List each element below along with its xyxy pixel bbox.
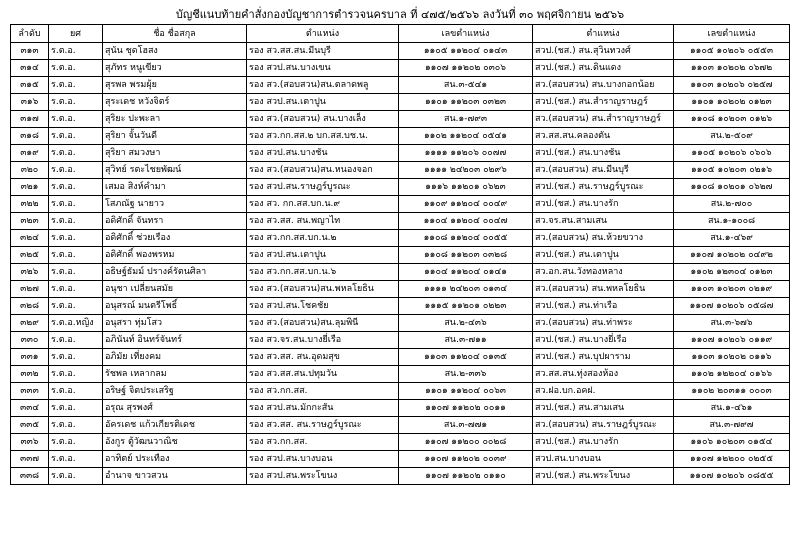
cell-order: ๓๒๒ <box>11 196 49 213</box>
table-row <box>11 383 790 400</box>
cell-new-position: สว.ฝอ.บก.อคฝ. <box>533 383 674 400</box>
table-row <box>11 162 790 179</box>
cell-new-position-number: สน.๑-๔๖๙ <box>674 230 790 247</box>
cell-current-position-number: ๑๑๐๓ ๑๑๒๐๔ ๐๑๓๕ <box>399 349 533 366</box>
cell-new-position: สว.(สอบสวน) สน.มีนบุรี <box>533 162 674 179</box>
cell-rank: ร.ต.อ. <box>49 349 103 366</box>
cell-new-position-number: ๑๑๐๗ ๑๐๒๐๒ ๐๔๙๒ <box>674 247 790 264</box>
table-row <box>11 400 790 417</box>
cell-order: ๓๒๕ <box>11 247 49 264</box>
cell-current-position: รอง สว. กก.สส.บก.น.๙ <box>247 196 399 213</box>
cell-rank: ร.ต.อ. <box>49 366 103 383</box>
cell-new-position-number: ๑๑๐๑ ๑๐๒๐๒ ๐๑๒๓ <box>674 94 790 111</box>
cell-order: ๓๒๘ <box>11 298 49 315</box>
header-current-position-number: เลขตำแหน่ง <box>399 25 533 43</box>
table-row <box>11 417 790 434</box>
cell-name: สุริยา สมวงษา <box>103 145 247 162</box>
cell-new-position: สว.(สอบสวน) สน.ท่าพระ <box>533 315 674 332</box>
cell-order: ๓๒๐ <box>11 162 49 179</box>
cell-order: ๓๑๖ <box>11 94 49 111</box>
cell-current-position-number: ๑๑๐๗ ๑๑๒๐๐ ๐๐๒๘ <box>399 434 533 451</box>
cell-order: ๓๑๗ <box>11 111 49 128</box>
cell-name: อัครเดช แก้วเกียรติเดช <box>103 417 247 434</box>
cell-order: ๓๑๙ <box>11 145 49 162</box>
cell-order: ๓๑๓ <box>11 43 49 60</box>
cell-name: สุริยะ ปะพะลา <box>103 111 247 128</box>
cell-new-position-number: ๑๑๐๕ ๑๐๒๐๖ ๐๕๕๓ <box>674 43 790 60</box>
cell-rank: ร.ต.อ. <box>49 111 103 128</box>
cell-current-position-number: สน.๓-๗๗๑ <box>399 417 533 434</box>
cell-rank: ร.ต.อ. <box>49 434 103 451</box>
cell-new-position: สวป.(ชส.) สน.บางชัน <box>533 145 674 162</box>
cell-new-position-number: สน.๑-๑๐๐๘ <box>674 213 790 230</box>
cell-rank: ร.ต.อ. <box>49 298 103 315</box>
cell-current-position: รอง สว.สส. สน.พญาไท <box>247 213 399 230</box>
header-current-position: ตำแหน่ง <box>247 25 399 43</box>
cell-name: อนุสรณ์ มนตรีโพธิ์ <box>103 298 247 315</box>
cell-current-position: รอง สว.กก.สส.บก.น.๖ <box>247 264 399 281</box>
cell-current-position-number: ๑๑๐๗ ๑๑๒๐๒ ๐๑๑๐ <box>399 468 533 485</box>
table-header-row <box>11 25 790 43</box>
table-row <box>11 111 790 128</box>
table-row <box>11 247 790 264</box>
table-row <box>11 128 790 145</box>
cell-new-position-number: ๑๑๐๗ ๑๒๒๐๐ ๐๒๕๕ <box>674 451 790 468</box>
cell-new-position-number: ๑๑๐๖ ๑๐๒๐๓ ๐๑๕๔ <box>674 434 790 451</box>
table-row <box>11 281 790 298</box>
cell-new-position: สว.สส.สน.ทุ่งสองห้อง <box>533 366 674 383</box>
cell-current-position: รอง สวป.สน.บางเขน <box>247 60 399 77</box>
table-row <box>11 468 790 485</box>
cell-order: ๓๒๔ <box>11 230 49 247</box>
cell-current-position-number: ๑๑๐๙ ๑๑๒๐๔ ๐๐๔๙ <box>399 196 533 213</box>
cell-new-position: สวป.(ชส.) สน.บางรัก <box>533 434 674 451</box>
cell-current-position-number: สน.๒-๔๓๖ <box>399 315 533 332</box>
cell-new-position-number: สน.๓-๗๙๗ <box>674 417 790 434</box>
header-new-position-number: เลขตำแหน่ง <box>674 25 790 43</box>
cell-current-position-number: ๑๑๐๘ ๑๑๒๐๔ ๐๐๕๕ <box>399 230 533 247</box>
header-new-position: ตำแหน่ง <box>533 25 674 43</box>
cell-new-position: สว.(สอบสวน) สน.บางกอกน้อย <box>533 77 674 94</box>
cell-current-position: รอง สว.(สอบสวน)สน.พหลโยธิน <box>247 281 399 298</box>
cell-new-position: สวป.(ชส.) สน.สุวินทวงศ์ <box>533 43 674 60</box>
cell-rank: ร.ต.อ. <box>49 179 103 196</box>
cell-current-position-number: ๑๑๑๑ ๒๔๒๐๓ ๐๒๙๖ <box>399 162 533 179</box>
table-row <box>11 213 790 230</box>
cell-new-position: สวป.(ชส.) สน.พระโขนง <box>533 468 674 485</box>
cell-rank: ร.ต.อ. <box>49 196 103 213</box>
cell-new-position-number: ๑๑๐๘ ๑๐๒๐๓ ๐๑๒๖ <box>674 111 790 128</box>
cell-new-position: สว.จร.สน.สามเสน <box>533 213 674 230</box>
cell-name: สุนัน ชุดโฮสง <box>103 43 247 60</box>
cell-name: สุระเดช หวังจิตร์ <box>103 94 247 111</box>
cell-rank: ร.ต.อ.หญิง <box>49 315 103 332</box>
cell-rank: ร.ต.อ. <box>49 128 103 145</box>
cell-rank: ร.ต.อ. <box>49 332 103 349</box>
cell-current-position: รอง สว.กก.สส.บก.น.๒ <box>247 230 399 247</box>
cell-current-position-number: ๑๑๐๕ ๑๑๒๐๔ ๐๑๔๓ <box>399 43 533 60</box>
cell-current-position: รอง สวป.สน.มักกะสัน <box>247 400 399 417</box>
cell-new-position: สวป.(ชส.) สน.สำราญราษฎร์ <box>533 94 674 111</box>
cell-current-position: รอง สว.สส. สน.ราษฎร์บูรณะ <box>247 417 399 434</box>
cell-current-position: รอง สวป.สน.เตาปูน <box>247 247 399 264</box>
table-row <box>11 94 790 111</box>
cell-new-position: สวป.สน.บางบอน <box>533 451 674 468</box>
cell-new-position-number: ๑๑๐๘ ๑๐๒๐๑ ๐๖๒๗ <box>674 179 790 196</box>
cell-new-position-number: ๑๑๐๕ ๑๐๒๐๖ ๐๖๐๖ <box>674 145 790 162</box>
cell-new-position-number: สน.๒-๗๐๐ <box>674 196 790 213</box>
cell-order: ๓๓๕ <box>11 417 49 434</box>
cell-current-position: รอง สวป.สน.ราษฎร์บูรณะ <box>247 179 399 196</box>
cell-new-position: สวป.(ชส.) สน.บุปผาราม <box>533 349 674 366</box>
cell-current-position-number: สน.๓-๕๔๑ <box>399 77 533 94</box>
table-body <box>11 43 790 485</box>
cell-new-position-number: ๑๑๐๗ ๑๐๒๐๖ ๐๕๘๗ <box>674 298 790 315</box>
cell-current-position: รอง สว.กก.สส. <box>247 383 399 400</box>
cell-name: สุรพล พรมผุ้ย <box>103 77 247 94</box>
cell-rank: ร.ต.อ. <box>49 43 103 60</box>
table-row <box>11 179 790 196</box>
cell-name: อำนาจ ขาวสวน <box>103 468 247 485</box>
cell-rank: ร.ต.อ. <box>49 162 103 179</box>
cell-name: อดิศักดิ์ พองพรหม <box>103 247 247 264</box>
cell-name: สุวิทย์ รตะไชยพัฒน์ <box>103 162 247 179</box>
cell-new-position: สวป.(ชส.) สน.เตาปูน <box>533 247 674 264</box>
cell-name: อังกูร ตู้วัฒนวาณิช <box>103 434 247 451</box>
cell-order: ๓๑๘ <box>11 128 49 145</box>
cell-name: อดิศักดิ์ จันทรา <box>103 213 247 230</box>
table-row <box>11 451 790 468</box>
cell-new-position-number: สน.๑-๔๖๑ <box>674 400 790 417</box>
cell-new-position: สว.(สอบสวน) สน.ราษฎร์บูรณะ <box>533 417 674 434</box>
cell-current-position-number: ๑๑๑๑ ๒๔๒๐๓ ๐๑๓๔ <box>399 281 533 298</box>
cell-new-position: สวป.(ชส.) สน.ท่าเรือ <box>533 298 674 315</box>
cell-current-position-number: ๑๑๑๑ ๑๑๒๐๖ ๐๐๗๗ <box>399 145 533 162</box>
cell-rank: ร.ต.อ. <box>49 281 103 298</box>
cell-current-position-number: ๑๑๐๑ ๑๑๒๐๓ ๐๓๒๓ <box>399 94 533 111</box>
cell-new-position-number: ๑๑๐๕ ๑๐๒๐๓ ๐๒๑๖ <box>674 162 790 179</box>
header-name: ชื่อ ชื่อสกุล <box>103 25 247 43</box>
cell-order: ๓๓๗ <box>11 451 49 468</box>
cell-new-position: สวป.(ชส.) สน.ราษฎร์บูรณะ <box>533 179 674 196</box>
table-row <box>11 60 790 77</box>
cell-new-position-number: ๑๑๐๓ ๑๐๒๐๒ ๐๖๗๒ <box>674 60 790 77</box>
cell-new-position-number: ๑๑๐๓ ๑๐๒๐๒ ๐๑๑๖ <box>674 349 790 366</box>
cell-name: สุภัทร หนูเขียว <box>103 60 247 77</box>
cell-new-position-number: ๑๑๐๒ ๑๒๓๐๔ ๐๑๒๓ <box>674 264 790 281</box>
cell-current-position: รอง สวป.สน.เตาปูน <box>247 94 399 111</box>
cell-current-position-number: ๑๑๐๔ ๑๑๒๐๔ ๐๑๔๑ <box>399 264 533 281</box>
cell-new-position-number: ๑๑๐๗ ๑๐๒๐๖ ๐๘๕๕ <box>674 468 790 485</box>
cell-new-position: สวป.(ชส.) สน.บางยี่เรือ <box>533 332 674 349</box>
table-row <box>11 366 790 383</box>
cell-name: อธิษฐ์ธัมม์ ปรางค์รัตนศิลา <box>103 264 247 281</box>
cell-current-position-number: สน.๓-๗๑๑ <box>399 332 533 349</box>
cell-new-position-number: ๑๑๐๒ ๑๒๒๐๔ ๐๑๖๖ <box>674 366 790 383</box>
table-row <box>11 264 790 281</box>
cell-current-position: รอง สว.จร.สน.บางยี่เรือ <box>247 332 399 349</box>
cell-name: อาทิตย์ ประเทือง <box>103 451 247 468</box>
cell-current-position: รอง สว.(สอบสวน)สน.ลุมพินี <box>247 315 399 332</box>
cell-new-position-number: ๑๑๐๓ ๑๐๒๐๓ ๐๒๑๙ <box>674 281 790 298</box>
table-row <box>11 145 790 162</box>
cell-order: ๓๓๔ <box>11 400 49 417</box>
table-row <box>11 315 790 332</box>
cell-rank: ร.ต.อ. <box>49 77 103 94</box>
cell-current-position-number: ๑๑๐๑ ๑๑๒๐๔ ๐๐๖๓ <box>399 383 533 400</box>
cell-new-position-number: สน.๓-๖๗๖ <box>674 315 790 332</box>
table-row <box>11 349 790 366</box>
table-row <box>11 196 790 213</box>
cell-current-position-number: ๑๑๐๒ ๑๑๒๐๔ ๐๕๔๑ <box>399 128 533 145</box>
cell-current-position: รอง สว.(สอบสวน)สน.หนองจอก <box>247 162 399 179</box>
cell-order: ๓๑๕ <box>11 77 49 94</box>
cell-new-position: สว.(สอบสวน) สน.สำราญราษฎร์ <box>533 111 674 128</box>
cell-current-position: รอง สว.สส. สน.อุดมสุข <box>247 349 399 366</box>
cell-rank: ร.ต.อ. <box>49 213 103 230</box>
cell-new-position: สวป.(ชส.) สน.สามเสน <box>533 400 674 417</box>
cell-current-position-number: ๑๑๐๗ ๑๑๒๐๒ ๐๓๐๖ <box>399 60 533 77</box>
cell-name: รัชพล เหลากลม <box>103 366 247 383</box>
cell-rank: ร.ต.อ. <box>49 145 103 162</box>
cell-rank: ร.ต.อ. <box>49 468 103 485</box>
cell-rank: ร.ต.อ. <box>49 383 103 400</box>
header-rank: ยศ <box>49 25 103 43</box>
cell-current-position: รอง สวป.สน.บางชัน <box>247 145 399 162</box>
cell-rank: ร.ต.อ. <box>49 451 103 468</box>
table-row <box>11 298 790 315</box>
cell-current-position-number: ๑๑๑๖ ๑๑๒๐๑ ๐๖๒๓ <box>399 179 533 196</box>
cell-name: อรุณ สุรพงศ์ <box>103 400 247 417</box>
cell-rank: ร.ต.อ. <box>49 247 103 264</box>
table-row <box>11 434 790 451</box>
cell-order: ๓๓๑ <box>11 349 49 366</box>
cell-order: ๓๒๗ <box>11 281 49 298</box>
cell-new-position-number: ๑๑๐๒ ๒๐๓๑๑ ๐๐๐๓ <box>674 383 790 400</box>
table-row <box>11 332 790 349</box>
cell-current-position: รอง สว.(สอบสวน) สน.บางเล็ง <box>247 111 399 128</box>
document-title: บัญชีแนบท้ายคำสั่งกองบัญชาการตำรวจนครบาล ที่ ๔๗๕/๒๕๖๖ ลงวันที่ ๓๐ พฤศจิกายน ๒๕๖๖ <box>175 8 625 21</box>
cell-new-position-number: สน.๒-๕๐๙ <box>674 128 790 145</box>
cell-new-position: สว.(สอบสวน) สน.ห้วยขวาง <box>533 230 674 247</box>
cell-new-position: สว.สส.สน.คลองตัน <box>533 128 674 145</box>
cell-rank: ร.ต.อ. <box>49 230 103 247</box>
cell-order: ๓๓๖ <box>11 434 49 451</box>
cell-new-position: สว.อก.สน.วังทองหลาง <box>533 264 674 281</box>
cell-new-position: สวป.(ชส.) สน.ดินแดง <box>533 60 674 77</box>
cell-current-position: รอง สว.กก.สส.๒ บก.สส.บช.น. <box>247 128 399 145</box>
cell-rank: ร.ต.อ. <box>49 94 103 111</box>
cell-order: ๓๓๓ <box>11 383 49 400</box>
cell-current-position: รอง สว.กก.สส. <box>247 434 399 451</box>
cell-order: ๓๑๔ <box>11 60 49 77</box>
cell-current-position-number: ๑๑๐๗ ๑๑๒๐๒ ๐๐๓๙ <box>399 451 533 468</box>
header-order: ลำดับ <box>11 25 49 43</box>
cell-current-position-number: สน.๒-๓๓๖ <box>399 366 533 383</box>
cell-new-position-number: ๑๑๐๗ ๑๐๒๐๖ ๐๑๑๙ <box>674 332 790 349</box>
cell-current-position-number: สน.๑-๗๙๓ <box>399 111 533 128</box>
cell-current-position-number: ๑๑๐๘ ๑๑๒๐๓ ๐๓๒๘ <box>399 247 533 264</box>
cell-rank: ร.ต.อ. <box>49 60 103 77</box>
cell-new-position: สว.(สอบสวน) สน.พหลโยธิน <box>533 281 674 298</box>
cell-current-position-number: ๑๑๐๗ ๑๑๒๐๒ ๐๐๑๑ <box>399 400 533 417</box>
cell-order: ๓๒๙ <box>11 315 49 332</box>
cell-rank: ร.ต.อ. <box>49 400 103 417</box>
cell-order: ๓๒๑ <box>11 179 49 196</box>
cell-current-position: รอง สว.สส.สน.ปทุมวัน <box>247 366 399 383</box>
cell-rank: ร.ต.อ. <box>49 417 103 434</box>
cell-order: ๓๓๘ <box>11 468 49 485</box>
cell-name: อภินันท์ อินทร์จันทร์ <box>103 332 247 349</box>
cell-name: อนุสรา ทุ่มโสว <box>103 315 247 332</box>
cell-current-position: รอง สว.(สอบสวน)สน.ตลาดพลู <box>247 77 399 94</box>
cell-order: ๓๒๓ <box>11 213 49 230</box>
table-row <box>11 77 790 94</box>
cell-current-position: รอง สว.สส.สน.มีนบุรี <box>247 43 399 60</box>
cell-new-position-number: ๑๑๐๓ ๑๐๒๐๖ ๐๒๕๗ <box>674 77 790 94</box>
cell-rank: ร.ต.อ. <box>49 264 103 281</box>
cell-name: โสภณัฐ นายาว <box>103 196 247 213</box>
cell-current-position: รอง สวป.สน.บางบอน <box>247 451 399 468</box>
cell-name: อภิมัย เที่ยงคม <box>103 349 247 366</box>
table-row <box>11 230 790 247</box>
cell-order: ๓๓๒ <box>11 366 49 383</box>
table-row <box>11 43 790 60</box>
cell-order: ๓๒๖ <box>11 264 49 281</box>
cell-current-position-number: ๑๑๑๕ ๑๑๒๐๑ ๐๒๒๓ <box>399 298 533 315</box>
appointment-table <box>10 24 790 485</box>
cell-new-position: สวป.(ชส.) สน.บางรัก <box>533 196 674 213</box>
cell-name: อริษฐ์ จิตประเสริฐ <box>103 383 247 400</box>
cell-name: อดิศักดิ์ ช่วยเรือง <box>103 230 247 247</box>
cell-name: อนุชา เปลี่ยนสมัย <box>103 281 247 298</box>
cell-name: สุริยา จั้นวันดี <box>103 128 247 145</box>
cell-current-position-number: ๑๑๐๔ ๑๑๒๐๔ ๐๐๔๗ <box>399 213 533 230</box>
cell-order: ๓๓๐ <box>11 332 49 349</box>
cell-name: เสมอ สิงห์คำมา <box>103 179 247 196</box>
cell-current-position: รอง สวป.สน.โชคชัย <box>247 298 399 315</box>
cell-current-position: รอง สวป.สน.พระโขนง <box>247 468 399 485</box>
